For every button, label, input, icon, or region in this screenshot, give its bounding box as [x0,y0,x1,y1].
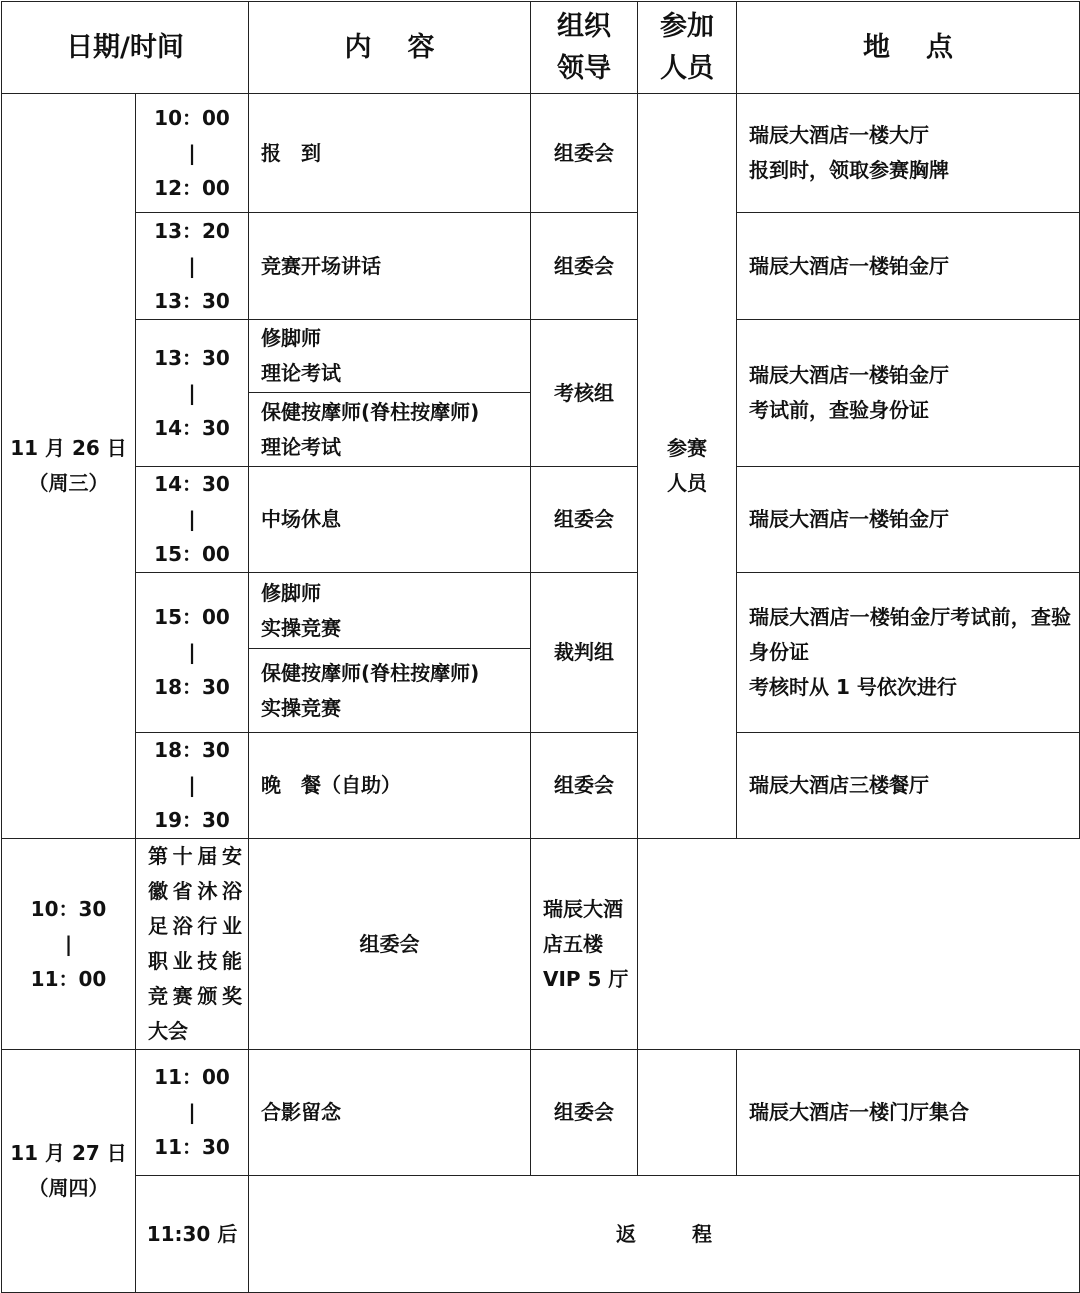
time-cell [136,467,249,573]
time-end: 11：00 [30,966,107,991]
location-line1: 瑞辰大酒店一楼大厅 [749,123,929,147]
location-line2: 考核时从 1 号依次进行 [749,675,957,699]
time-separator: | [188,640,196,664]
header-content: 内容 [249,2,531,94]
content-line2: 实操竞赛 [261,695,341,720]
time-end: 13：30 [154,288,230,313]
leader-cell: 组委会 [249,839,531,1050]
time-cell [136,573,249,733]
time-end: 11：30 [154,1135,230,1159]
day-weekday: （周四） [28,1176,109,1200]
time-end: 18：30 [154,675,230,699]
content-cell [249,573,531,649]
content-cell: 第十届安徽省沐浴足浴行业职业技能竞赛颁奖大会 [136,839,249,1050]
table-row [2,573,1080,649]
header-leader [531,2,638,94]
table-row [2,213,1080,320]
location-line2: 考试前，查验身份证 [749,398,929,422]
leader-cell: 组委会 [531,213,638,320]
time-end: 15：00 [154,542,230,566]
location-cell [737,320,1080,467]
time-cell [136,320,249,467]
header-row [2,2,1080,94]
content-line2: 理论考试 [261,361,341,385]
leader-cell: 考核组 [531,320,638,467]
return-cell: 返程 [249,1176,1080,1293]
table-row [2,733,1080,839]
content-cell: 合影留念 [249,1050,531,1176]
time-separator: | [188,380,196,405]
participants-line2: 人员 [667,471,707,495]
time-start: 13：30 [154,345,230,370]
table-row [2,839,1080,1050]
header-participants-line1: 参加 [660,10,714,42]
content-line1: 修脚师 [261,326,321,350]
header-leader-line1: 组织 [557,10,611,42]
location-cell: 瑞辰大酒店一楼门厅集合 [737,1050,1080,1176]
table-row [2,1176,1080,1293]
location-cell: 瑞辰大酒店一楼铂金厅 [737,467,1080,573]
location-line2: 报到时，领取参赛胸牌 [749,158,949,182]
leader-cell: 组委会 [531,1050,638,1176]
time-cell [136,733,249,839]
content-line1: 修脚师 [261,580,321,605]
time-start: 18：30 [154,738,230,762]
day-cell [2,94,136,839]
content-cell: 中场休息 [249,467,531,573]
leader-cell: 组委会 [531,733,638,839]
content-line1: 保健按摩师(脊柱按摩师) [261,399,480,424]
location-cell: 瑞辰大酒店五楼 VIP 5 厅 [531,839,638,1050]
time-separator: | [188,140,196,165]
header-location: 地点 [737,2,1080,94]
time-cell [136,1050,249,1176]
leader-cell: 组委会 [531,467,638,573]
table-row [2,320,1080,393]
content-cell [249,649,531,733]
time-start: 10：00 [154,105,230,130]
day-weekday: （周三） [28,471,109,495]
leader-cell: 组委会 [531,94,638,213]
participants-line1: 参赛 [667,436,707,460]
header-participants [638,2,737,94]
time-start: 13：20 [154,218,230,243]
time-separator: | [188,1100,196,1124]
location-cell: 瑞辰大酒店一楼铂金厅 [737,213,1080,320]
content-cell: 竞赛开场讲话 [249,213,531,320]
day-date: 11 月 27 日 [10,1141,127,1165]
participants-cell [638,94,737,839]
location-cell: 瑞辰大酒店三楼餐厅 [737,733,1080,839]
content-line2: 理论考试 [261,434,341,459]
time-start: 10：30 [30,896,107,921]
time-cell [2,839,136,1050]
time-start: 14：30 [154,472,230,496]
time-start: 11：00 [154,1065,230,1089]
content-line2: 实操竞赛 [261,615,341,640]
location-cell [737,573,1080,733]
content-cell [249,320,531,393]
participants-cell-empty [638,1050,737,1176]
header-date-time: 日期/时间 [2,2,249,94]
day-cell [2,1050,136,1293]
content-cell: 晚 餐（自助） [249,733,531,839]
schedule-table [1,1,1080,1293]
table-row [2,467,1080,573]
time-end: 12：00 [154,175,230,200]
time-end: 14：30 [154,415,230,440]
time-cell: 11:30 后 [136,1176,249,1293]
content-cell [249,393,531,467]
location-line1: 瑞辰大酒店一楼铂金厅 [749,363,949,387]
content-cell: 报 到 [249,94,531,213]
leader-cell: 裁判组 [531,573,638,733]
header-leader-line2: 领导 [557,52,611,84]
header-participants-line2: 人员 [660,52,714,84]
location-line1: 瑞辰大酒店一楼铂金厅考试前，查验身份证 [749,605,1071,664]
table-row [2,1050,1080,1176]
time-end: 19：30 [154,808,230,832]
time-separator: | [64,931,73,956]
time-cell [136,94,249,213]
location-cell [737,94,1080,213]
table-row [2,94,1080,213]
day-date: 11 月 26 日 [10,436,127,460]
time-separator: | [188,507,196,531]
time-separator: | [188,773,196,797]
time-separator: | [188,253,196,278]
time-start: 15：00 [154,605,230,629]
time-cell [136,213,249,320]
content-line1: 保健按摩师(脊柱按摩师) [261,660,480,685]
